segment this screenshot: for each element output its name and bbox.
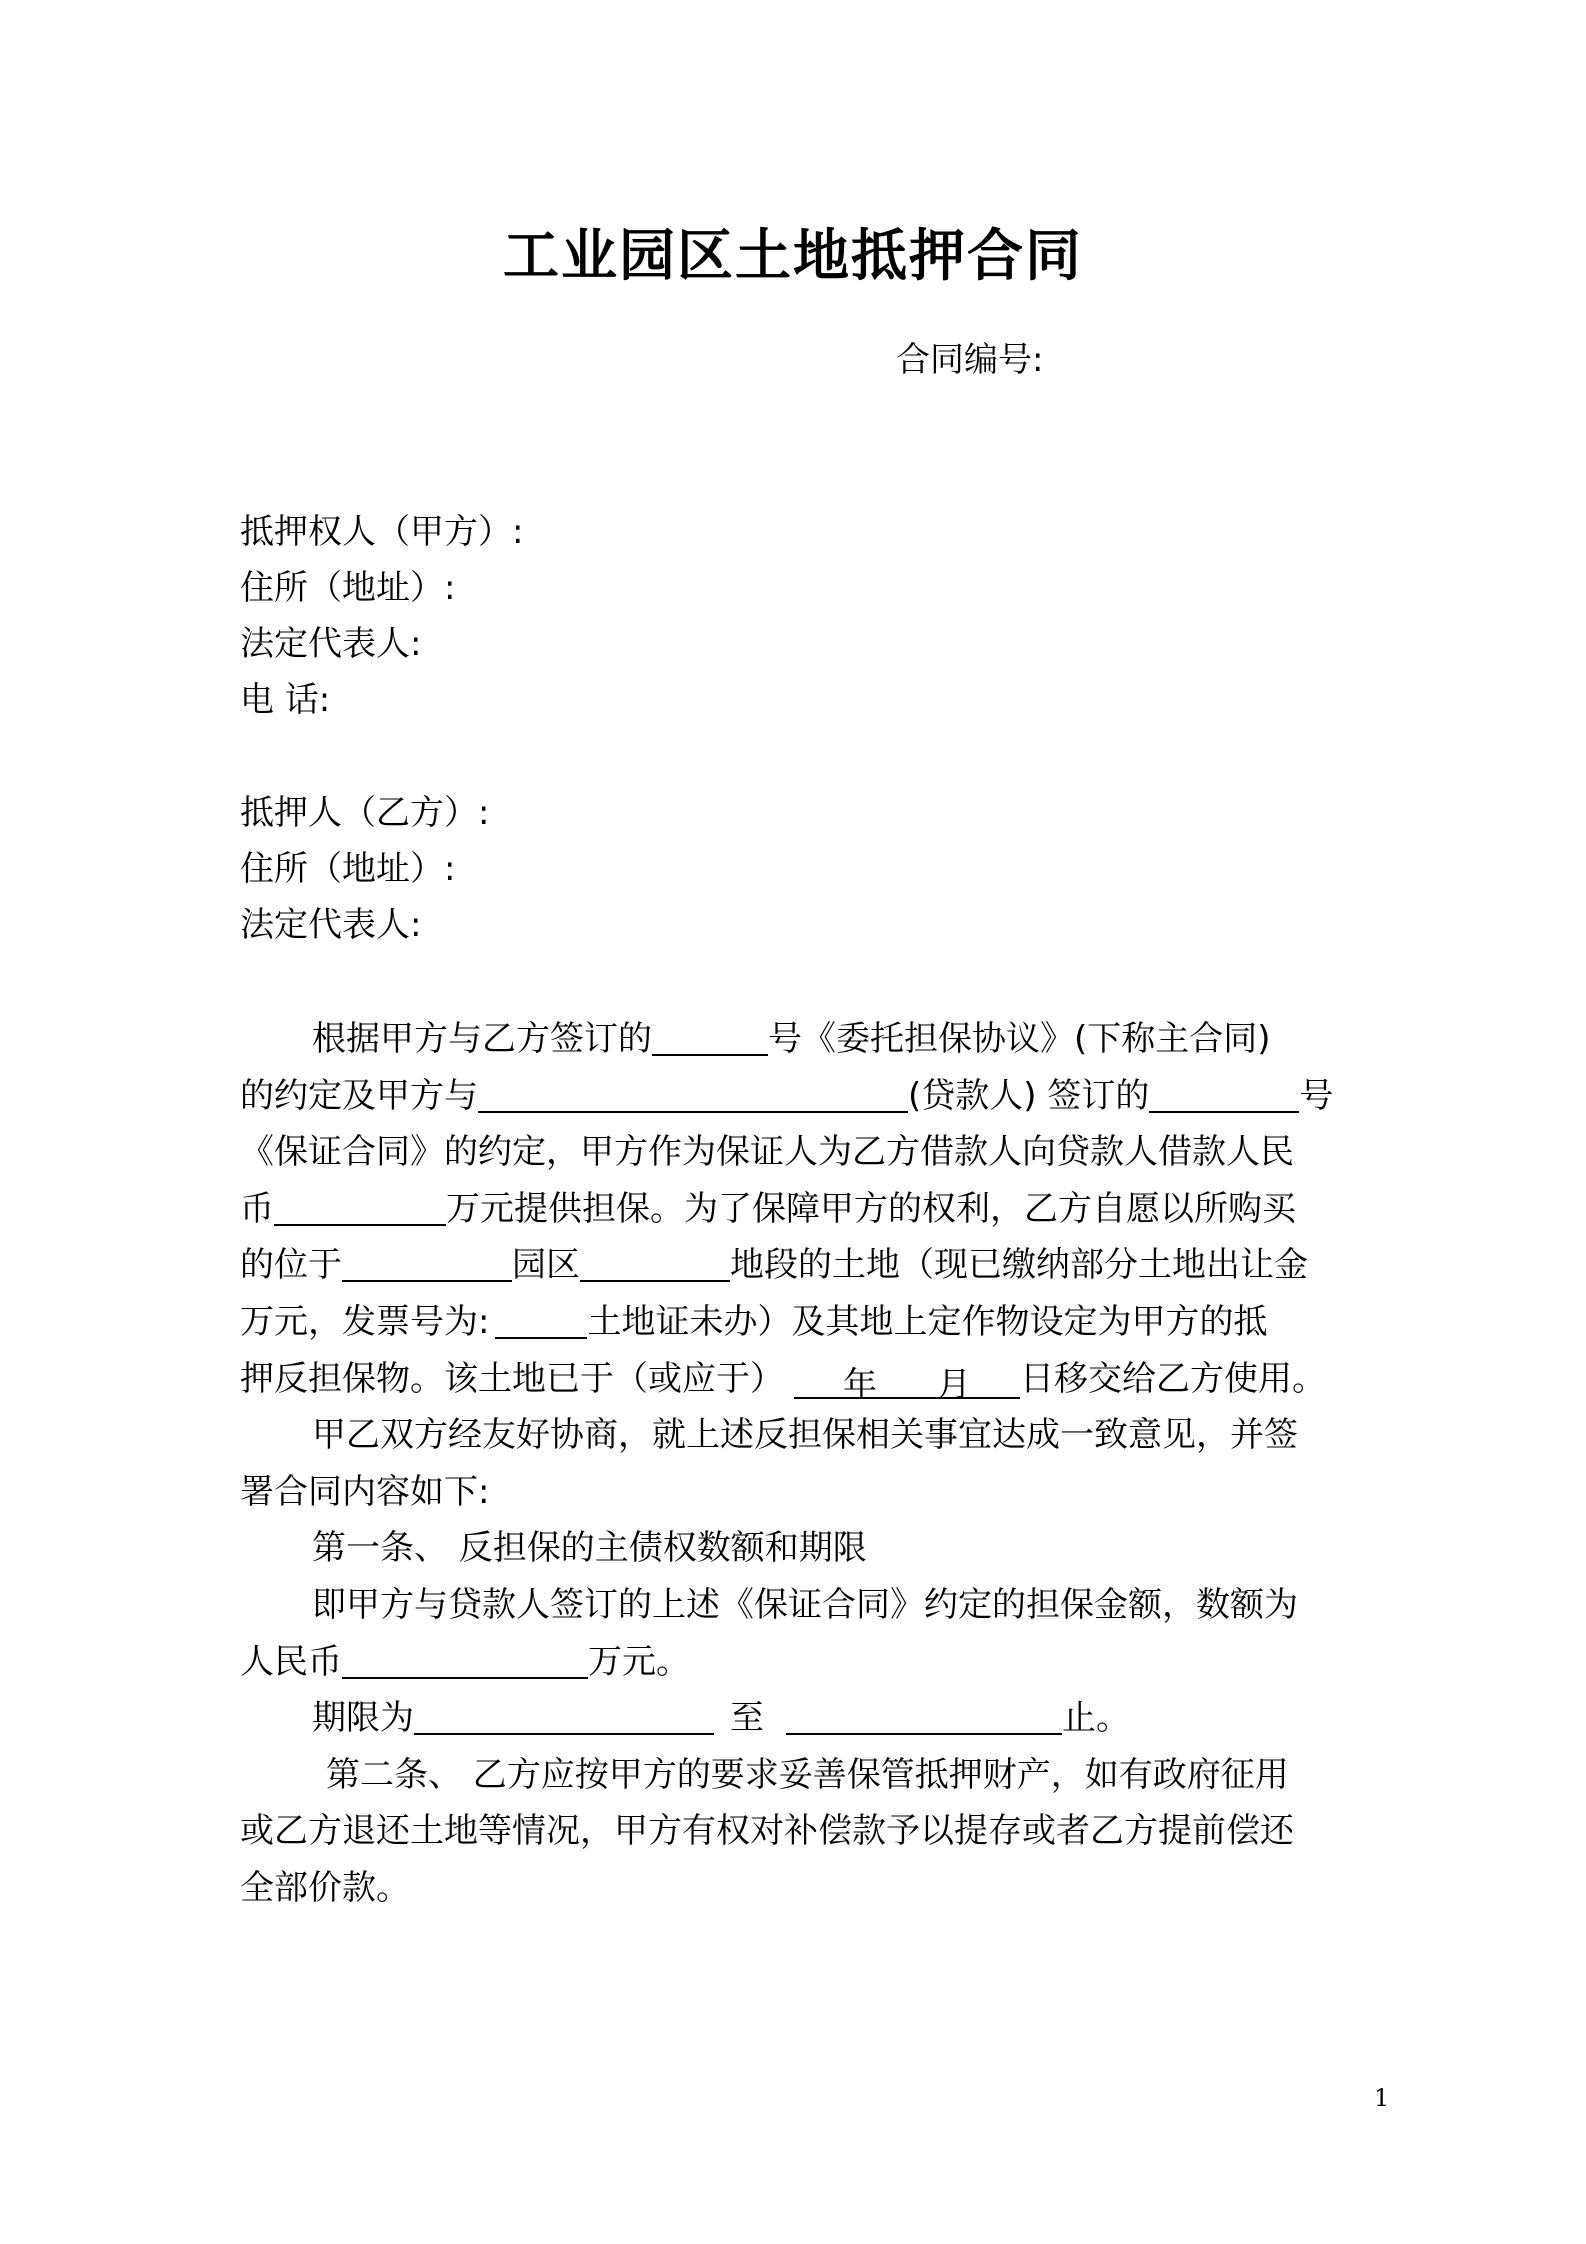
body-line [240,1011,1392,1068]
mortgagee-label: 抵押权人（甲方）: [240,512,524,552]
mortgagee-representative-label: 法定代表人: [240,624,422,664]
guarantee-contract-number-blank [1149,1071,1299,1113]
body-line: 《保证合同》的约定，甲方作为保证人为乙方借款人向贷款人借款人民 [240,1132,1294,1173]
text-run: 币 [240,1188,274,1229]
plot-blank [580,1240,730,1282]
mortgagee-address-label: 住所（地址）: [240,568,456,608]
text-run: 万元提供担保。为了保障甲方的权利，乙方自愿以所购买 [446,1188,1296,1229]
body-line [240,1294,1392,1351]
text-run: 日移交给乙方使用。 [1020,1358,1326,1399]
month-text: 月 [937,1364,971,1405]
guarantee-amount-blank [342,1637,588,1679]
text-run: 号《委托担保协议》(下称主合同) [768,1019,1271,1059]
article-two-text: 第二条、 乙方应按甲方的要求妥善保管抵押财产，如有政府征用 [326,1754,1289,1795]
text-run: 押反担保物。该土地已于（或应于） [240,1358,784,1399]
party-b-block [240,785,489,953]
body-line [240,1237,1392,1294]
document-title: 工业园区土地抵押合同 [503,224,1083,289]
mortgagor-label: 抵押人（乙方）: [240,793,490,833]
text-run: 的约定及甲方与 [240,1075,478,1116]
party-a-block [240,504,523,728]
page-number: 1 [1374,2084,1390,2112]
mortgagor-representative-label: 法定代表人: [240,905,422,945]
body-line [240,1690,1392,1747]
text-run: 根据甲方与乙方签订的 [312,1019,652,1059]
text-run: 人民币 [240,1641,342,1682]
lender-name-blank [478,1071,908,1113]
body-line [240,1068,1392,1125]
text-run: 号 [1299,1075,1334,1116]
loan-amount-blank [274,1184,446,1226]
term-end-blank [786,1693,1062,1735]
body-line [240,1351,1392,1408]
contract-number-label: 合同编号: [896,340,1044,380]
term-start-blank [414,1693,714,1735]
mortgagor-address-label: 住所（地址）: [240,849,456,889]
text-run: 万元。 [588,1641,690,1682]
text-run: 万元，发票号为: [240,1301,490,1342]
location-blank [342,1240,512,1282]
body-line: 即甲方与贷款人签订的上述《保证合同》约定的担保金额，数额为 [312,1584,1298,1625]
body-line [240,1181,1392,1238]
text-run: 土地证未办）及其地上定作物设定为甲方的抵 [587,1301,1268,1342]
text-run: 期限为 [312,1698,414,1739]
text-run: 止。 [1062,1698,1130,1739]
text-run: 园区 [512,1245,580,1286]
text-run: 至 [730,1698,764,1739]
body-line: 或乙方退还土地等情况，甲方有权对补偿款予以提存或者乙方提前偿还 [240,1811,1294,1852]
mortgagee-phone-label: 电 话: [240,680,331,720]
body-line: 甲乙双方经友好协商，就上述反担保相关事宜达成一致意见，并签 [312,1415,1298,1456]
body-line: 全部价款。 [240,1867,410,1908]
invoice-number-blank [495,1297,587,1339]
handover-date-blank [794,1357,1020,1405]
agreement-number-blank [652,1014,768,1056]
body-line [240,1634,1392,1691]
text-run: 的位于 [240,1245,342,1286]
article-one-heading: 第一条、 反担保的主债权数额和期限 [312,1528,867,1569]
body-line: 署合同内容如下: [240,1471,490,1512]
contract-body [240,1011,1392,1917]
year-text: 年 [843,1364,877,1405]
text-run: (贷款人) 签订的 [908,1075,1150,1116]
text-run: 地段的土地（现已缴纳部分土地出让金 [730,1245,1308,1286]
